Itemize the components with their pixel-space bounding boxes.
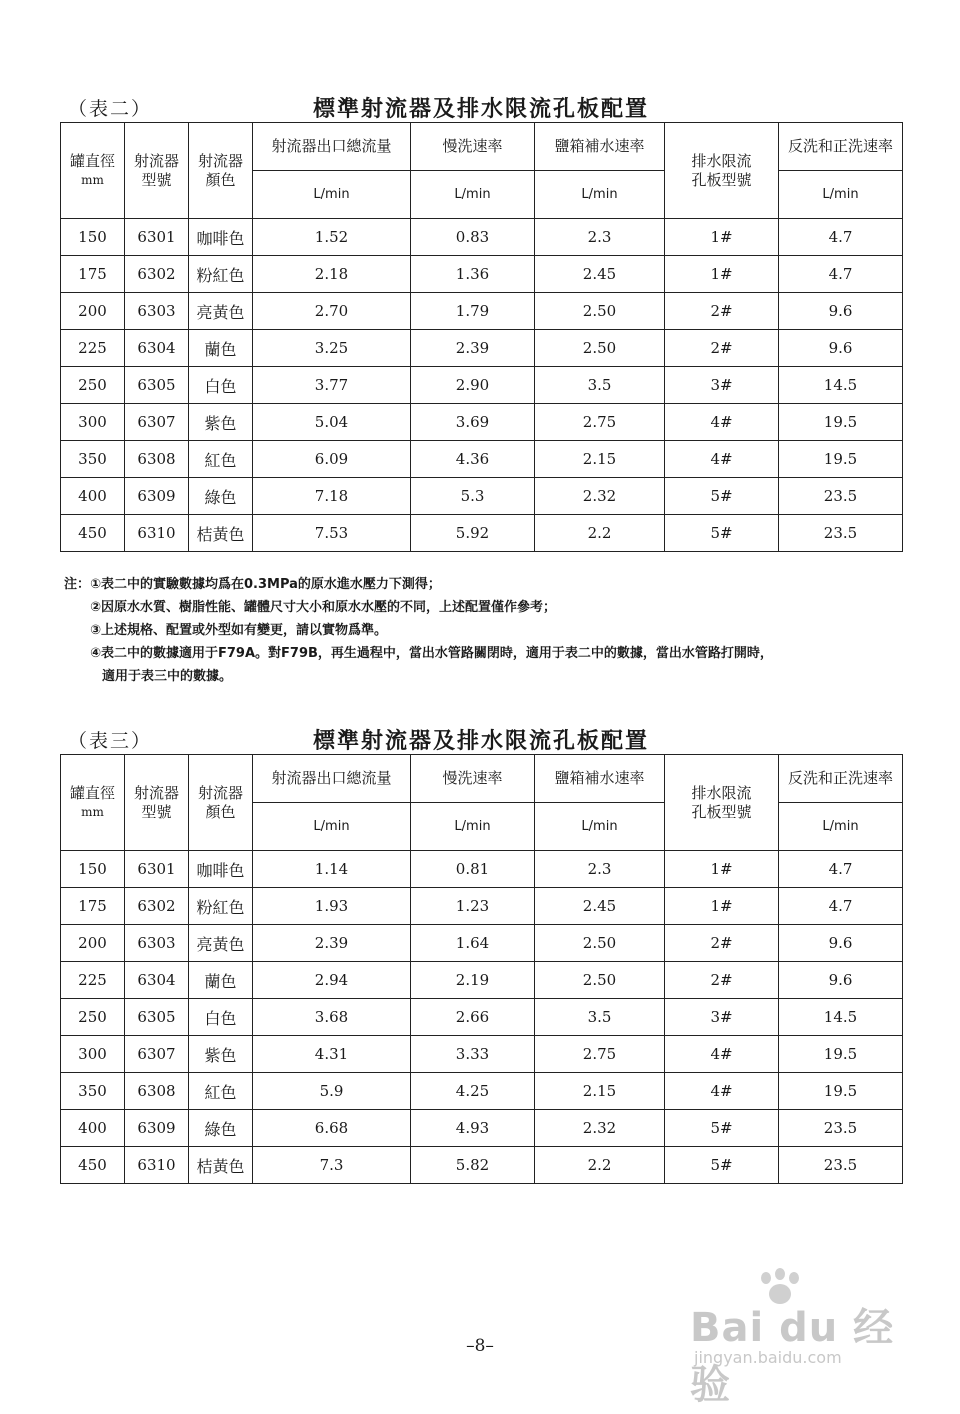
- cell-brine-refill: 2.75: [535, 404, 665, 441]
- unit-slow-rinse: L/min: [411, 803, 535, 851]
- watermark-url: jingyan.baidu.com: [694, 1348, 842, 1367]
- table-row: [61, 515, 903, 552]
- cell-outlet-flow: 2.70: [253, 293, 411, 330]
- header-outlet-flow: 射流器出口總流量: [253, 123, 411, 171]
- note-line: 適用于表三中的數據。: [102, 669, 233, 684]
- cell-slow-rinse: 1.79: [411, 293, 535, 330]
- table3-title-row: [60, 724, 902, 754]
- cell-drain-plate: 4#: [665, 1036, 779, 1073]
- cell-injector-model: 6308: [125, 441, 189, 478]
- cell-injector-color: 紫色: [189, 1036, 253, 1073]
- cell-injector-color: 桔黃色: [189, 515, 253, 552]
- header-injector-color: [189, 123, 253, 219]
- header-injector-model: [125, 123, 189, 219]
- table-row: [61, 256, 903, 293]
- cell-slow-rinse: 4.25: [411, 1073, 535, 1110]
- cell-backwash: 23.5: [779, 1147, 903, 1184]
- cell-drain-plate: 3#: [665, 367, 779, 404]
- cell-injector-model: 6307: [125, 1036, 189, 1073]
- table3: [60, 754, 903, 1184]
- table2-body: [61, 219, 903, 552]
- table-row: [61, 441, 903, 478]
- header-tank-diameter: [61, 755, 125, 851]
- cell-backwash: 23.5: [779, 478, 903, 515]
- cell-tank-diameter: 450: [61, 515, 125, 552]
- cell-tank-diameter: 350: [61, 441, 125, 478]
- cell-drain-plate: 4#: [665, 404, 779, 441]
- header-injector-color-line2: 顏色: [205, 802, 236, 821]
- header-injector-model-line2: 型號: [141, 802, 172, 821]
- cell-brine-refill: 2.32: [535, 478, 665, 515]
- header-injector-model-line2: 型號: [141, 170, 172, 189]
- cell-drain-plate: 1#: [665, 851, 779, 888]
- cell-brine-refill: 2.32: [535, 1110, 665, 1147]
- cell-injector-color: 桔黃色: [189, 1147, 253, 1184]
- cell-slow-rinse: 1.36: [411, 256, 535, 293]
- cell-injector-color: 綠色: [189, 478, 253, 515]
- cell-brine-refill: 2.2: [535, 515, 665, 552]
- cell-slow-rinse: 4.36: [411, 441, 535, 478]
- header-drain-plate: [665, 755, 779, 851]
- cell-brine-refill: 2.3: [535, 851, 665, 888]
- header-slow-rinse: 慢洗速率: [411, 123, 535, 171]
- cell-injector-color: 白色: [189, 367, 253, 404]
- cell-tank-diameter: 350: [61, 1073, 125, 1110]
- watermark-logo: Bai du 经验: [690, 1305, 895, 1408]
- cell-slow-rinse: 0.83: [411, 219, 535, 256]
- cell-backwash: 4.7: [779, 256, 903, 293]
- cell-injector-color: 蘭色: [189, 962, 253, 999]
- cell-injector-model: 6309: [125, 478, 189, 515]
- cell-tank-diameter: 150: [61, 851, 125, 888]
- table2-label: （表二）: [68, 98, 153, 120]
- header-tank-unit: mm: [81, 804, 104, 819]
- cell-injector-model: 6302: [125, 888, 189, 925]
- cell-tank-diameter: 300: [61, 404, 125, 441]
- cell-outlet-flow: 7.3: [253, 1147, 411, 1184]
- cell-tank-diameter: 200: [61, 925, 125, 962]
- cell-tank-diameter: 225: [61, 962, 125, 999]
- cell-injector-color: 蘭色: [189, 330, 253, 367]
- table-row: [61, 1110, 903, 1147]
- cell-outlet-flow: 5.04: [253, 404, 411, 441]
- cell-injector-model: 6309: [125, 1110, 189, 1147]
- cell-slow-rinse: 3.33: [411, 1036, 535, 1073]
- table-row: [61, 1036, 903, 1073]
- note-line: ③上述規格、配置或外型如有變更，請以實物爲準。: [90, 623, 388, 638]
- cell-brine-refill: 2.50: [535, 293, 665, 330]
- cell-backwash: 9.6: [779, 330, 903, 367]
- cell-outlet-flow: 2.94: [253, 962, 411, 999]
- table3-label: （表三）: [68, 730, 153, 752]
- cell-injector-color: 粉紅色: [189, 888, 253, 925]
- cell-slow-rinse: 2.66: [411, 999, 535, 1036]
- cell-brine-refill: 2.50: [535, 330, 665, 367]
- note-line: ④表二中的數據適用于F79A。對F79B，再生過程中，當出水管路關閉時，適用于表二中的數據，當出水管路打開時，: [90, 646, 773, 661]
- cell-brine-refill: 2.75: [535, 1036, 665, 1073]
- cell-tank-diameter: 150: [61, 219, 125, 256]
- table2: [60, 122, 903, 552]
- cell-injector-color: 咖啡色: [189, 851, 253, 888]
- cell-outlet-flow: 6.09: [253, 441, 411, 478]
- unit-slow-rinse: L/min: [411, 171, 535, 219]
- cell-injector-model: 6307: [125, 404, 189, 441]
- cell-slow-rinse: 2.39: [411, 330, 535, 367]
- cell-slow-rinse: 5.82: [411, 1147, 535, 1184]
- cell-backwash: 19.5: [779, 1073, 903, 1110]
- table3-body: [61, 851, 903, 1184]
- cell-outlet-flow: 3.25: [253, 330, 411, 367]
- cell-tank-diameter: 300: [61, 1036, 125, 1073]
- cell-backwash: 4.7: [779, 888, 903, 925]
- cell-drain-plate: 1#: [665, 256, 779, 293]
- cell-drain-plate: 1#: [665, 219, 779, 256]
- cell-injector-model: 6304: [125, 962, 189, 999]
- cell-drain-plate: 2#: [665, 925, 779, 962]
- table3-heading: 標準射流器及排水限流孔板配置: [312, 728, 649, 754]
- cell-tank-diameter: 400: [61, 1110, 125, 1147]
- table3-header: [61, 755, 903, 851]
- cell-injector-model: 6304: [125, 330, 189, 367]
- cell-injector-color: 綠色: [189, 1110, 253, 1147]
- header-outlet-flow: 射流器出口總流量: [253, 755, 411, 803]
- page-number: –8–: [466, 1336, 494, 1356]
- cell-outlet-flow: 6.68: [253, 1110, 411, 1147]
- cell-tank-diameter: 175: [61, 256, 125, 293]
- header-injector-color-line1: 射流器: [197, 151, 243, 170]
- note-line: 注：①表二中的實驗數據均爲在0.3MPa的原水進水壓力下測得；: [64, 577, 441, 592]
- cell-injector-model: 6310: [125, 515, 189, 552]
- header-slow-rinse: 慢洗速率: [411, 755, 535, 803]
- header-drain-plate: [665, 123, 779, 219]
- header-injector-color: [189, 755, 253, 851]
- cell-brine-refill: 3.5: [535, 999, 665, 1036]
- cell-backwash: 23.5: [779, 1110, 903, 1147]
- cell-outlet-flow: 2.39: [253, 925, 411, 962]
- cell-backwash: 9.6: [779, 962, 903, 999]
- cell-outlet-flow: 7.18: [253, 478, 411, 515]
- header-injector-color-line1: 射流器: [197, 783, 243, 802]
- cell-brine-refill: 2.3: [535, 219, 665, 256]
- table-row: [61, 925, 903, 962]
- unit-backwash: L/min: [779, 171, 903, 219]
- cell-backwash: 14.5: [779, 367, 903, 404]
- cell-drain-plate: 5#: [665, 478, 779, 515]
- cell-backwash: 4.7: [779, 851, 903, 888]
- cell-injector-model: 6308: [125, 1073, 189, 1110]
- cell-tank-diameter: 450: [61, 1147, 125, 1184]
- cell-injector-color: 紫色: [189, 404, 253, 441]
- header-tank-diameter: [61, 123, 125, 219]
- header-injector-color-line2: 顏色: [205, 170, 236, 189]
- note-line: ②因原水水質、樹脂性能、罐體尺寸大小和原水水壓的不同，上述配置僅作參考；: [90, 600, 557, 615]
- cell-injector-model: 6305: [125, 999, 189, 1036]
- cell-brine-refill: 2.50: [535, 925, 665, 962]
- cell-brine-refill: 2.15: [535, 441, 665, 478]
- header-backwash: 反洗和正洗速率: [779, 755, 903, 803]
- table-row: [61, 330, 903, 367]
- cell-tank-diameter: 200: [61, 293, 125, 330]
- cell-backwash: 19.5: [779, 441, 903, 478]
- cell-slow-rinse: 2.90: [411, 367, 535, 404]
- header-brine-refill: 鹽箱補水速率: [535, 123, 665, 171]
- cell-outlet-flow: 3.68: [253, 999, 411, 1036]
- cell-slow-rinse: 1.64: [411, 925, 535, 962]
- cell-injector-model: 6310: [125, 1147, 189, 1184]
- cell-outlet-flow: 4.31: [253, 1036, 411, 1073]
- table-row: [61, 851, 903, 888]
- cell-injector-color: 亮黃色: [189, 925, 253, 962]
- cell-brine-refill: 2.50: [535, 962, 665, 999]
- header-injector-model-line1: 射流器: [133, 783, 179, 802]
- table2-block: [60, 92, 902, 552]
- cell-slow-rinse: 5.92: [411, 515, 535, 552]
- header-drain-plate-line2: 孔板型號: [691, 170, 752, 189]
- unit-brine-refill: L/min: [535, 171, 665, 219]
- cell-injector-model: 6305: [125, 367, 189, 404]
- cell-backwash: 4.7: [779, 219, 903, 256]
- header-injector-model: [125, 755, 189, 851]
- table-row: [61, 404, 903, 441]
- table-row: [61, 888, 903, 925]
- cell-injector-model: 6302: [125, 256, 189, 293]
- cell-injector-color: 粉紅色: [189, 256, 253, 293]
- header-brine-refill: 鹽箱補水速率: [535, 755, 665, 803]
- cell-injector-color: 紅色: [189, 1073, 253, 1110]
- table3-block: [60, 724, 902, 1184]
- cell-injector-model: 6303: [125, 293, 189, 330]
- cell-outlet-flow: 2.18: [253, 256, 411, 293]
- cell-backwash: 19.5: [779, 1036, 903, 1073]
- cell-brine-refill: 2.45: [535, 888, 665, 925]
- cell-injector-color: 白色: [189, 999, 253, 1036]
- header-tank-diameter-text: 罐直徑: [69, 783, 115, 802]
- cell-brine-refill: 3.5: [535, 367, 665, 404]
- cell-backwash: 9.6: [779, 925, 903, 962]
- cell-slow-rinse: 4.93: [411, 1110, 535, 1147]
- cell-injector-model: 6301: [125, 219, 189, 256]
- cell-drain-plate: 5#: [665, 1110, 779, 1147]
- cell-slow-rinse: 3.69: [411, 404, 535, 441]
- cell-outlet-flow: 7.53: [253, 515, 411, 552]
- cell-brine-refill: 2.15: [535, 1073, 665, 1110]
- cell-drain-plate: 1#: [665, 888, 779, 925]
- header-injector-model-line1: 射流器: [133, 151, 179, 170]
- cell-brine-refill: 2.2: [535, 1147, 665, 1184]
- cell-brine-refill: 2.45: [535, 256, 665, 293]
- cell-backwash: 9.6: [779, 293, 903, 330]
- table-row: [61, 367, 903, 404]
- header-drain-plate-line1: 排水限流: [691, 151, 752, 170]
- table-row: [61, 962, 903, 999]
- table-row: [61, 478, 903, 515]
- header-drain-plate-line1: 排水限流: [691, 783, 752, 802]
- cell-drain-plate: 5#: [665, 515, 779, 552]
- cell-backwash: 23.5: [779, 515, 903, 552]
- cell-outlet-flow: 1.93: [253, 888, 411, 925]
- cell-backwash: 19.5: [779, 404, 903, 441]
- notes: [64, 573, 934, 688]
- cell-outlet-flow: 3.77: [253, 367, 411, 404]
- cell-slow-rinse: 1.23: [411, 888, 535, 925]
- table-row: [61, 219, 903, 256]
- cell-slow-rinse: 0.81: [411, 851, 535, 888]
- cell-drain-plate: 2#: [665, 330, 779, 367]
- table-row: [61, 1147, 903, 1184]
- cell-injector-color: 咖啡色: [189, 219, 253, 256]
- cell-backwash: 14.5: [779, 999, 903, 1036]
- cell-tank-diameter: 225: [61, 330, 125, 367]
- cell-drain-plate: 3#: [665, 999, 779, 1036]
- table-row: [61, 1073, 903, 1110]
- cell-outlet-flow: 1.52: [253, 219, 411, 256]
- cell-injector-color: 亮黃色: [189, 293, 253, 330]
- cell-tank-diameter: 175: [61, 888, 125, 925]
- cell-tank-diameter: 250: [61, 367, 125, 404]
- unit-backwash: L/min: [779, 803, 903, 851]
- unit-outlet-flow: L/min: [253, 171, 411, 219]
- cell-injector-model: 6303: [125, 925, 189, 962]
- cell-slow-rinse: 2.19: [411, 962, 535, 999]
- cell-drain-plate: 5#: [665, 1147, 779, 1184]
- header-drain-plate-line2: 孔板型號: [691, 802, 752, 821]
- unit-outlet-flow: L/min: [253, 803, 411, 851]
- table2-heading: 標準射流器及排水限流孔板配置: [312, 96, 649, 122]
- table2-header: [61, 123, 903, 219]
- table-row: [61, 999, 903, 1036]
- baidu-watermark: [690, 1296, 930, 1408]
- header-tank-unit: mm: [81, 172, 104, 187]
- cell-drain-plate: 4#: [665, 1073, 779, 1110]
- cell-injector-model: 6301: [125, 851, 189, 888]
- header-backwash: 反洗和正洗速率: [779, 123, 903, 171]
- cell-drain-plate: 2#: [665, 293, 779, 330]
- cell-outlet-flow: 5.9: [253, 1073, 411, 1110]
- cell-injector-color: 紅色: [189, 441, 253, 478]
- unit-brine-refill: L/min: [535, 803, 665, 851]
- cell-slow-rinse: 5.3: [411, 478, 535, 515]
- cell-drain-plate: 4#: [665, 441, 779, 478]
- cell-tank-diameter: 400: [61, 478, 125, 515]
- table2-title-row: [60, 92, 902, 122]
- cell-tank-diameter: 250: [61, 999, 125, 1036]
- table-row: [61, 293, 903, 330]
- cell-outlet-flow: 1.14: [253, 851, 411, 888]
- cell-drain-plate: 2#: [665, 962, 779, 999]
- header-tank-diameter-text: 罐直徑: [69, 151, 115, 170]
